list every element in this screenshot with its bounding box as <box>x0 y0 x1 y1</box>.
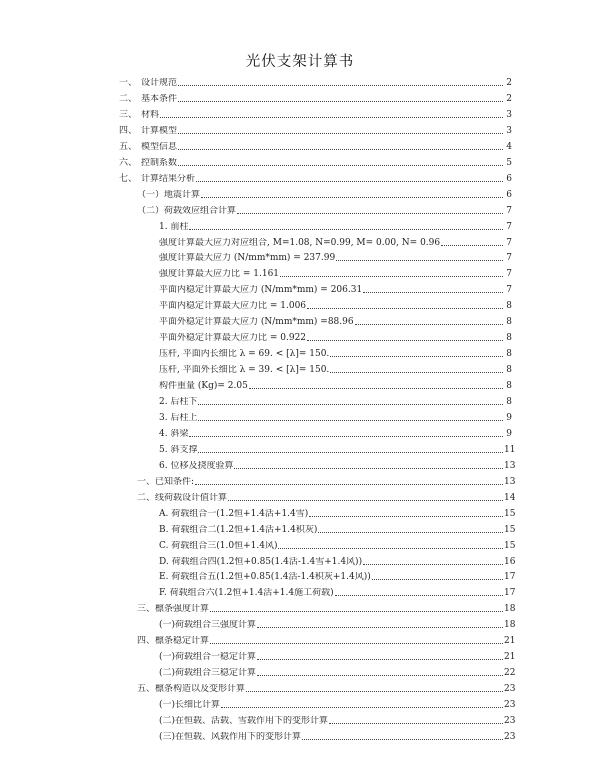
toc-entry-number: 五、 <box>119 141 138 152</box>
toc-entry[interactable] <box>159 585 516 599</box>
toc-entry[interactable] <box>159 713 516 727</box>
toc-page-number: 8 <box>506 397 512 407</box>
toc-entry-number: 七、 <box>119 173 138 184</box>
toc-entry-title: E. 荷载组合五(1.2恒+0.85(1.4活-1.4积灰+1.4风)) <box>159 572 371 583</box>
toc-leader-dots <box>178 101 503 102</box>
toc-leader-dots <box>196 181 503 182</box>
toc-leader-dots <box>178 133 503 134</box>
toc-leader-dots <box>318 532 503 533</box>
toc-page-number: 8 <box>506 349 512 360</box>
toc-entry[interactable] <box>159 314 512 328</box>
toc-leader-dots <box>335 595 503 596</box>
toc-entry[interactable] <box>159 266 512 280</box>
toc-entry[interactable] <box>159 665 516 679</box>
toc-page-number: 15 <box>504 540 516 551</box>
toc-page-number: 14 <box>504 492 516 503</box>
toc-entry-title: (二)在恒载、活载、雪载作用下的变形计算 <box>159 716 329 726</box>
toc-entry-title: (一)长细比计算 <box>159 700 221 711</box>
toc-page-number: 7 <box>506 253 512 264</box>
toc-entry-title: （二）荷载效应组合计算 <box>137 205 237 216</box>
toc-leader-dots <box>201 197 503 198</box>
toc-entry-title: 材料 <box>141 109 160 120</box>
toc-leader-dots <box>198 420 503 421</box>
toc-entry-title: A. 荷载组合一(1.2恒+1.4活+1.4雪) <box>159 508 309 519</box>
toc-entry-number: 四、 <box>119 125 138 136</box>
toc-entry-title: 计算结果分析 <box>141 173 196 184</box>
toc-leader-dots <box>302 739 503 740</box>
toc-entry-title: C. 荷载组合三(1.0恒+1.4风) <box>159 540 278 551</box>
toc-page-number: 17 <box>504 572 516 583</box>
toc-entry-title: 控制系数 <box>141 157 178 168</box>
toc-page-number: 4 <box>506 141 512 152</box>
toc-entry-number: 二、 <box>119 93 138 104</box>
toc-page-number: 7 <box>506 285 512 296</box>
toc-leader-dots <box>160 117 503 118</box>
toc-entry-title: 强度计算最大应力对应组合, M=1.08, N=0.99, M= 0.00, N= 0.96 <box>159 237 441 248</box>
toc-entry[interactable] <box>119 171 512 185</box>
toc-entry[interactable] <box>159 346 512 360</box>
toc-entry-title: 3. 后柱上 <box>159 412 198 423</box>
toc-entry-title: (一)荷载组合三强度计算 <box>159 620 257 631</box>
toc-leader-dots <box>198 452 503 453</box>
toc-page-number: 23 <box>504 731 516 742</box>
toc-entry[interactable] <box>159 554 516 568</box>
toc-entry[interactable] <box>159 330 512 344</box>
toc-leader-dots <box>189 436 503 437</box>
toc-page-number: 23 <box>504 700 516 711</box>
toc-entry[interactable] <box>159 729 516 743</box>
toc-page-number: 8 <box>506 381 512 392</box>
toc-entry-title: 构件重量 (Kg)= 2.05 <box>159 381 248 392</box>
toc-entry-number: 一、 <box>119 78 138 88</box>
toc-entry-title: 压杆, 平面外长细比 λ = 39. < [λ]= 150. <box>159 365 330 376</box>
toc-page-number: 13 <box>504 460 516 471</box>
toc-entry-title: 压杆, 平面内长细比 λ = 69. < [λ]= 150. <box>159 349 330 360</box>
toc-entry-title: F. 荷载组合六(1.2恒+1.4活+1.4施工荷载) <box>159 588 334 599</box>
toc-page-number: 11 <box>504 444 516 455</box>
toc-page-number: 7 <box>506 269 512 280</box>
toc-entry[interactable] <box>159 219 512 233</box>
toc-page-number: 2 <box>506 93 512 104</box>
toc-page-number: 23 <box>504 684 516 695</box>
toc-leader-dots <box>237 213 503 214</box>
toc-entry-number: 三、 <box>119 109 138 120</box>
toc-entry-title: 一、已知条件: <box>137 476 195 487</box>
toc-entry[interactable] <box>137 474 516 488</box>
toc-entry-title: 6. 位移及挠度验算 <box>159 460 234 471</box>
toc-leader-dots <box>228 500 503 501</box>
toc-entry[interactable] <box>137 187 512 201</box>
toc-page-number: 6 <box>506 173 512 184</box>
toc-page-number: 17 <box>504 588 516 599</box>
toc-leader-dots <box>307 340 503 341</box>
toc-leader-dots <box>195 484 503 485</box>
toc-page-number: 3 <box>506 125 512 136</box>
toc-entry-number: 六、 <box>119 157 138 168</box>
toc-leader-dots <box>336 260 503 261</box>
toc-entry-title: B. 荷载组合二(1.2恒+1.4活+1.4积灰) <box>159 524 318 535</box>
toc-entry-title: 1. 前柱 <box>159 221 189 232</box>
toc-entry-title: 强度计算最大应力 (N/mm*mm) = 237.99 <box>159 253 336 264</box>
toc-leader-dots <box>355 324 503 325</box>
toc-entry[interactable] <box>159 298 512 312</box>
toc-entry-title: (一)荷载组合一稳定计算 <box>159 652 257 663</box>
toc-entry[interactable] <box>159 362 512 376</box>
toc-entry[interactable] <box>159 649 516 663</box>
toc-leader-dots <box>278 548 503 549</box>
toc-leader-dots <box>210 643 503 644</box>
toc-entry-title: 5. 斜支撑 <box>159 444 198 455</box>
toc-entry[interactable] <box>137 490 516 504</box>
toc-leader-dots <box>329 723 503 724</box>
toc-entry[interactable] <box>159 394 512 408</box>
toc-entry[interactable] <box>119 139 512 153</box>
toc-entry-title: 2. 后柱下 <box>159 397 198 407</box>
toc-entry-title: （一）地震计算 <box>137 189 201 200</box>
toc-page-number: 22 <box>504 668 516 679</box>
toc-entry-title: 设计规范 <box>141 78 178 88</box>
toc-entry-title: 基本条件 <box>141 93 178 104</box>
toc-entry[interactable] <box>159 282 512 296</box>
toc-page-number: 8 <box>506 333 512 344</box>
toc-page-number: 3 <box>506 109 512 120</box>
toc-page-number: 8 <box>506 301 512 312</box>
toc-page-number: 15 <box>504 524 516 535</box>
toc-entry[interactable] <box>159 697 516 711</box>
toc-page-number: 9 <box>506 412 512 423</box>
document-title: 光伏支架计算书 <box>245 54 355 70</box>
toc-page-number: 5 <box>506 157 512 168</box>
toc-page-number: 15 <box>504 508 516 519</box>
toc-entry-title: 平面内稳定计算最大应力比 = 1.006 <box>159 301 307 312</box>
toc-entry-title: 五、檩条构造以及变形计算 <box>137 684 246 695</box>
toc-entry[interactable] <box>119 107 512 121</box>
toc-entry[interactable] <box>119 123 512 137</box>
toc-entry[interactable] <box>159 235 512 249</box>
toc-leader-dots <box>198 404 503 405</box>
toc-leader-dots <box>178 85 503 86</box>
toc-entry[interactable] <box>159 458 516 472</box>
toc-leader-dots <box>330 356 503 357</box>
toc-leader-dots <box>178 149 503 150</box>
toc-page-number: 9 <box>506 428 512 439</box>
toc-leader-dots <box>309 516 503 517</box>
toc-leader-dots <box>234 468 503 469</box>
toc-entry[interactable] <box>137 203 512 217</box>
toc-entry[interactable] <box>159 442 516 456</box>
toc-leader-dots <box>257 675 503 676</box>
toc-page-number: 23 <box>504 716 516 726</box>
toc-leader-dots <box>257 627 503 628</box>
toc-page-number: 8 <box>506 317 512 328</box>
toc-entry-title: 三、檩条强度计算 <box>137 604 210 615</box>
toc-leader-dots <box>246 691 503 692</box>
toc-leader-dots <box>189 229 503 230</box>
toc-page-number: 13 <box>504 476 516 487</box>
toc-entry-title: 计算模型 <box>141 125 178 136</box>
toc-leader-dots <box>249 388 503 389</box>
toc-page-number: 7 <box>506 221 512 232</box>
toc-entry-title: 四、檩条稳定计算 <box>137 636 210 647</box>
toc-page-number: 7 <box>506 237 512 248</box>
toc-leader-dots <box>307 308 503 309</box>
toc-page-number: 8 <box>506 365 512 376</box>
toc-entry-title: D. 荷载组合四(1.2恒+0.85(1.4活-1.4雪+1.4风)) <box>159 556 363 567</box>
toc-page-number: 18 <box>504 620 516 631</box>
toc-entry-title: 强度计算最大应力比 = 1.161 <box>159 269 280 280</box>
toc-entry-title: 模型信息 <box>141 141 178 152</box>
toc-entry[interactable] <box>119 75 512 89</box>
toc-entry[interactable] <box>159 569 516 583</box>
toc-entry-title: 二、线荷载设计值计算 <box>137 492 228 503</box>
toc-entry[interactable] <box>159 378 512 392</box>
toc-leader-dots <box>441 245 503 246</box>
toc-page-number: 18 <box>504 604 516 615</box>
toc-entry-title: 平面外稳定计算最大应力 (N/mm*mm) =88.96 <box>159 317 354 328</box>
toc-leader-dots <box>363 292 503 293</box>
toc-entry[interactable] <box>159 506 516 520</box>
toc-leader-dots <box>178 165 503 166</box>
toc-leader-dots <box>280 276 503 277</box>
toc-leader-dots <box>330 372 503 373</box>
toc-entry[interactable] <box>137 681 516 695</box>
toc-entry-title: 4. 斜梁 <box>159 428 189 439</box>
toc-entry-title: (三)在恒载、风载作用下的变形计算 <box>159 731 302 742</box>
toc-entry[interactable] <box>159 617 516 631</box>
toc-page-number: 7 <box>506 205 512 216</box>
toc-entry[interactable] <box>159 410 512 424</box>
toc-leader-dots <box>363 564 503 565</box>
toc-entry[interactable] <box>159 426 512 440</box>
toc-entry-title: 平面内稳定计算最大应力 (N/mm*mm) = 206.31 <box>159 285 363 296</box>
toc-entry[interactable] <box>119 91 512 105</box>
toc-entry[interactable] <box>119 155 512 169</box>
toc-page-number: 21 <box>504 636 516 647</box>
toc-leader-dots <box>221 707 503 708</box>
toc-entry[interactable] <box>159 522 516 536</box>
toc-entry-title: (二)荷载组合三稳定计算 <box>159 668 257 679</box>
toc-leader-dots <box>210 611 503 612</box>
toc-entry[interactable] <box>159 538 516 552</box>
toc-page-number: 16 <box>504 556 516 567</box>
toc-leader-dots <box>372 579 503 580</box>
toc-page-number: 6 <box>506 189 512 200</box>
toc-leader-dots <box>257 659 503 660</box>
toc-entry-title: 平面外稳定计算最大应力比 = 0.922 <box>159 333 307 344</box>
toc-page-number: 2 <box>506 78 512 88</box>
toc-entry[interactable] <box>137 601 516 615</box>
toc-entry[interactable] <box>159 250 512 264</box>
toc-entry[interactable] <box>137 633 516 647</box>
toc-page-number: 21 <box>504 652 516 663</box>
